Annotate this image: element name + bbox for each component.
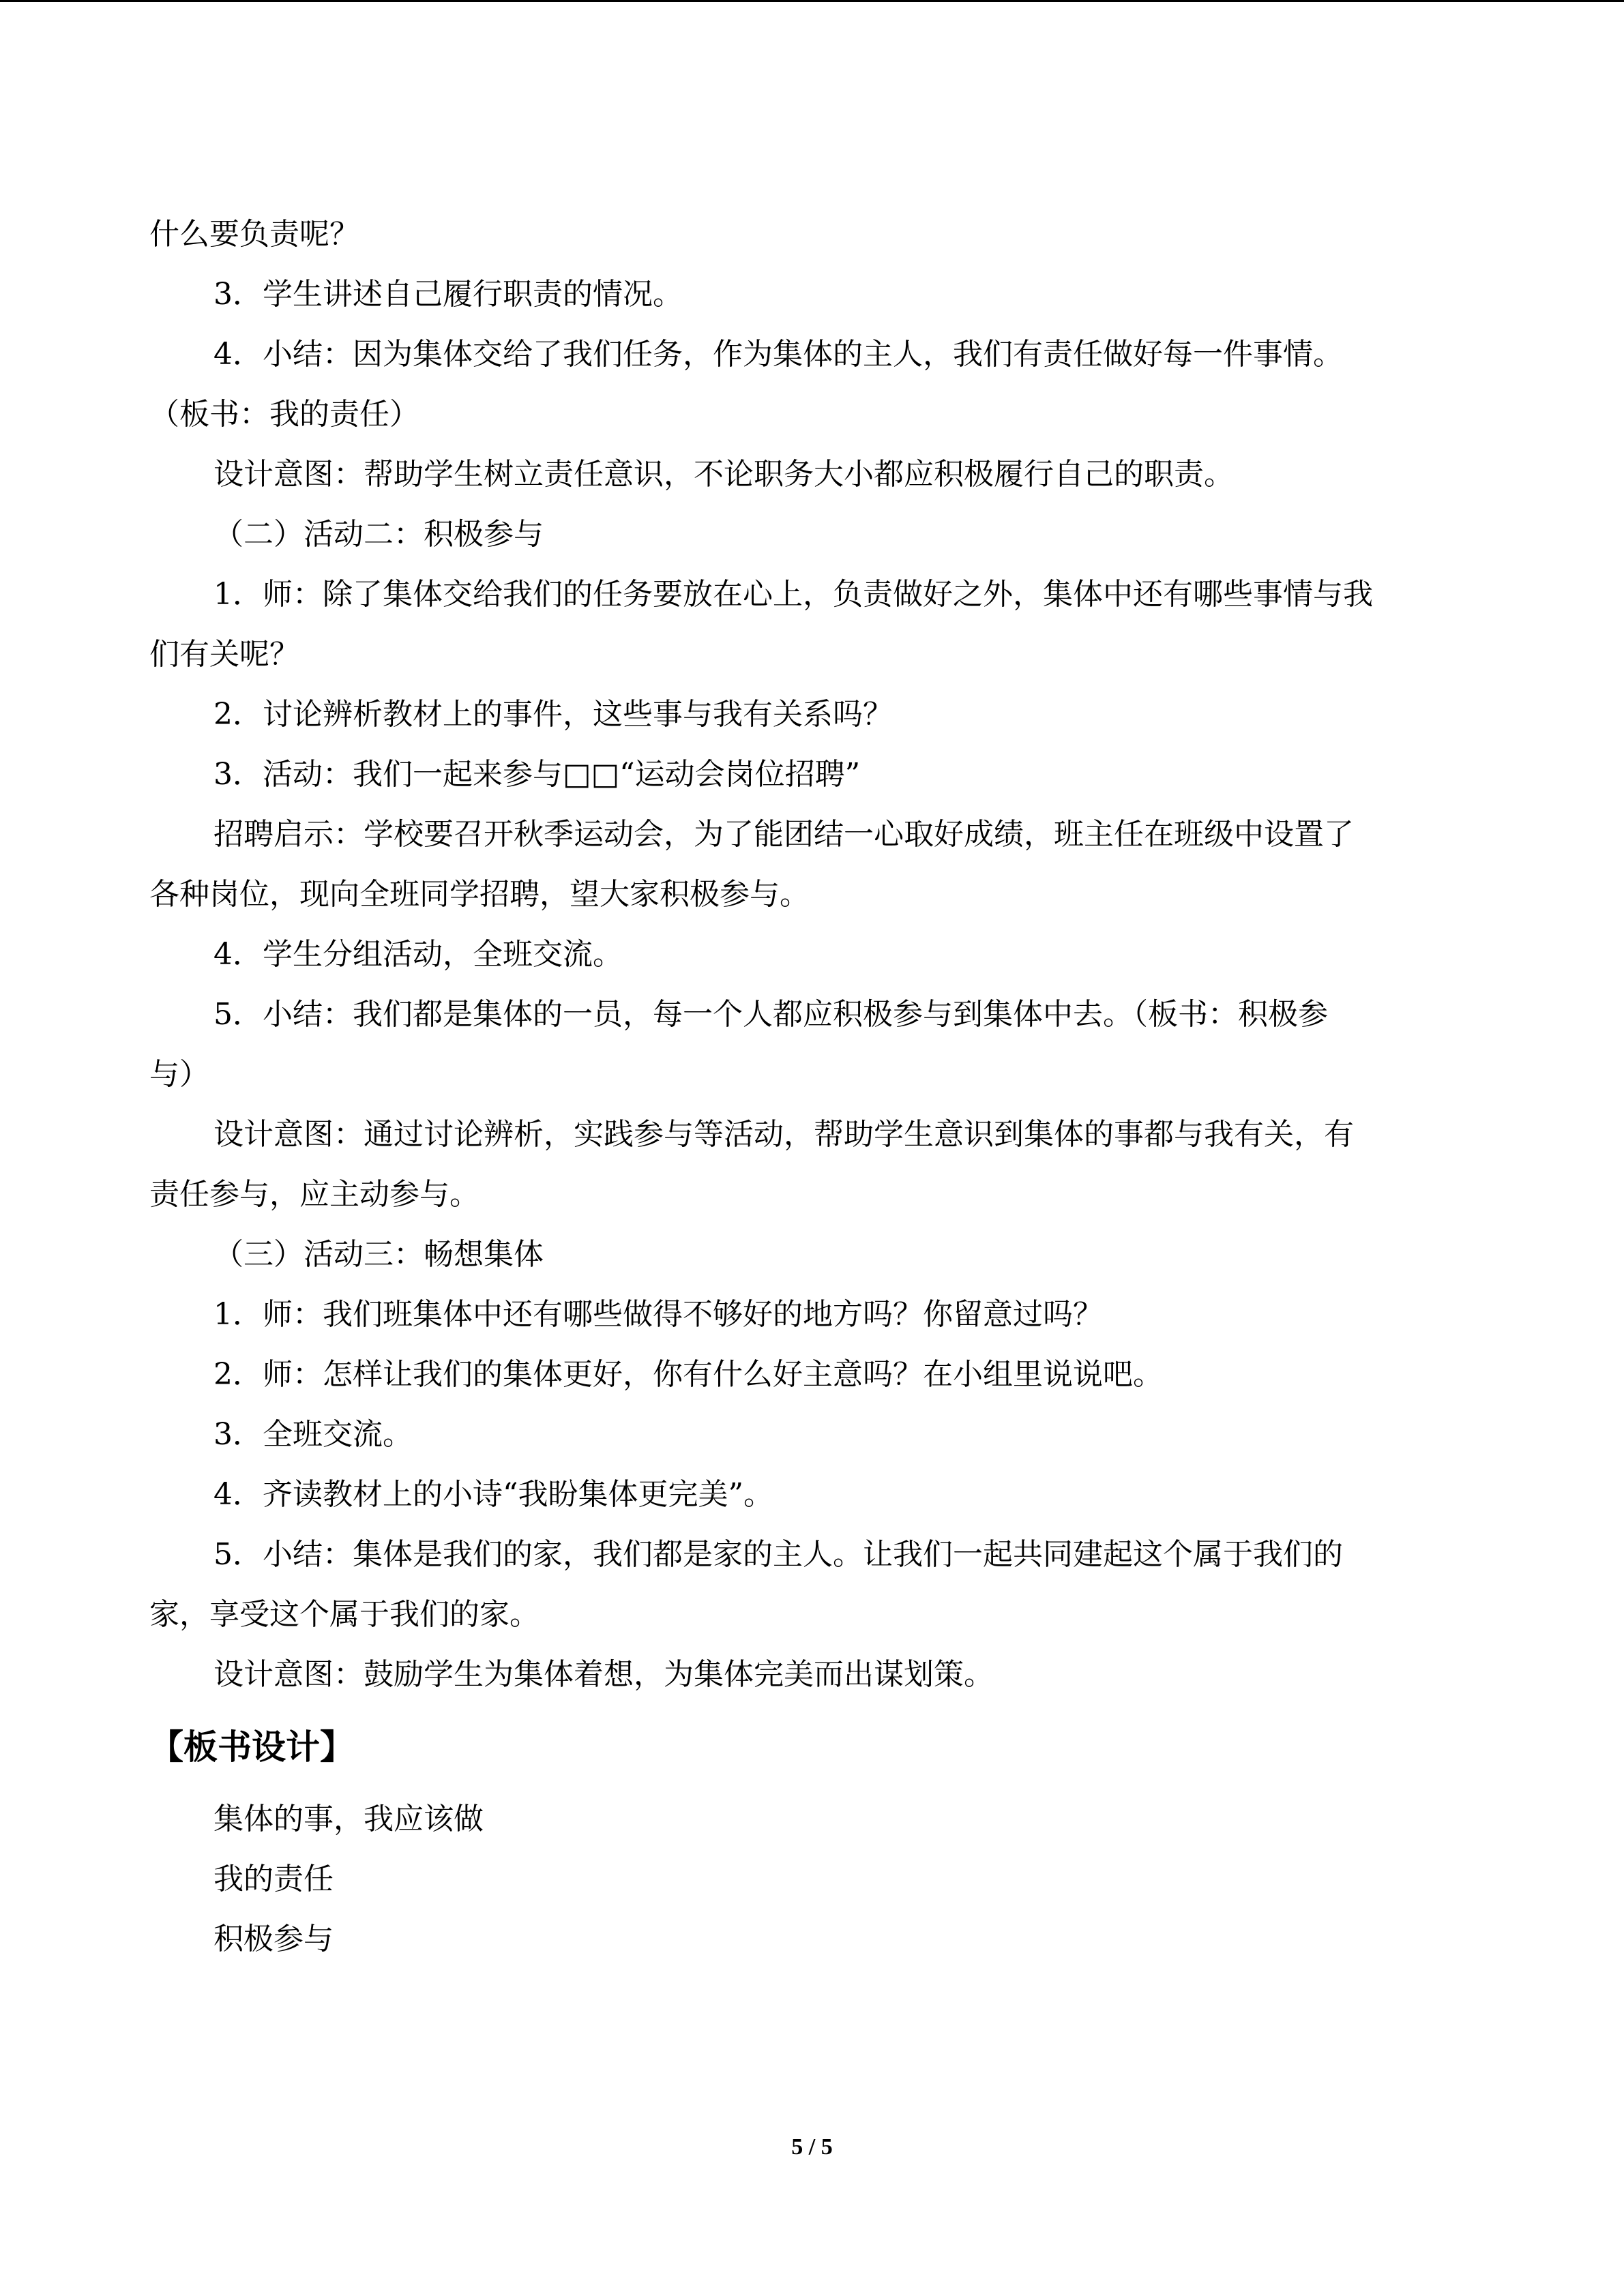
board-line: 我的责任 bbox=[213, 1862, 334, 1896]
body-line: 与） bbox=[149, 1057, 209, 1092]
board-line: 积极参与 bbox=[213, 1922, 334, 1956]
body-line: 招聘启示：学校要召开秋季运动会，为了能团结一心取好成绩，班主任在班级中设置了 bbox=[213, 817, 1354, 852]
body-line: 家，享受这个属于我们的家。 bbox=[149, 1597, 540, 1632]
board-design bbox=[149, 1789, 1476, 1969]
board-line: 集体的事，我应该做 bbox=[213, 1802, 484, 1836]
body-line: 什么要负责呢？ bbox=[149, 217, 359, 252]
section-heading: 【板书设计】 bbox=[149, 1727, 354, 1767]
body-line: 3．全班交流。 bbox=[213, 1417, 413, 1452]
design-intent-line: 设计意图：鼓励学生为集体着想，为集体完美而出谋划策。 bbox=[213, 1657, 994, 1692]
body-line: 4．学生分组活动，全班交流。 bbox=[213, 937, 623, 972]
design-intent-line: 设计意图：帮助学生树立责任意识，不论职务大小都应积极履行自己的职责。 bbox=[213, 457, 1234, 492]
activity-heading: （三）活动三：畅想集体 bbox=[213, 1237, 544, 1272]
design-intent-line: 设计意图：通过讨论辨析，实践参与等活动，帮助学生意识到集体的事都与我有关，有 bbox=[213, 1117, 1354, 1152]
lesson-body bbox=[149, 205, 1476, 1705]
body-line: 3．活动：我们一起来参与□□“运动会岗位招聘” bbox=[213, 757, 861, 792]
page-number: 5 / 5 bbox=[791, 2134, 833, 2160]
body-line: 各种岗位，现向全班同学招聘，望大家积极参与。 bbox=[149, 877, 810, 912]
body-line: 4．小结：因为集体交给了我们任务，作为集体的主人，我们有责任做好每一件事情。 bbox=[213, 337, 1343, 372]
activity-heading: （二）活动二：积极参与 bbox=[213, 517, 544, 552]
body-line: 3．学生讲述自己履行职责的情况。 bbox=[213, 277, 683, 312]
body-line: （板书：我的责任） bbox=[149, 397, 419, 432]
body-line: 1．师：我们班集体中还有哪些做得不够好的地方吗？你留意过吗？ bbox=[213, 1297, 1103, 1332]
body-line: 们有关呢？ bbox=[149, 637, 299, 672]
body-line: 5．小结：集体是我们的家，我们都是家的主人。让我们一起共同建起这个属于我们的 bbox=[213, 1537, 1343, 1572]
body-line: 责任参与，应主动参与。 bbox=[149, 1177, 479, 1212]
body-line: 1．师：除了集体交给我们的任务要放在心上，负责做好之外，集体中还有哪些事情与我 bbox=[213, 577, 1373, 612]
page-content bbox=[149, 205, 1476, 1969]
body-line: 2．讨论辨析教材上的事件，这些事与我有关系吗？ bbox=[213, 697, 893, 732]
body-line: 4．齐读教材上的小诗“我盼集体更完美”。 bbox=[213, 1477, 773, 1512]
body-line: 2．师：怎样让我们的集体更好，你有什么好主意吗？在小组里说说吧。 bbox=[213, 1357, 1163, 1392]
body-line: 5．小结：我们都是集体的一员，每一个人都应积极参与到集体中去。（板书：积极参 bbox=[213, 997, 1328, 1032]
